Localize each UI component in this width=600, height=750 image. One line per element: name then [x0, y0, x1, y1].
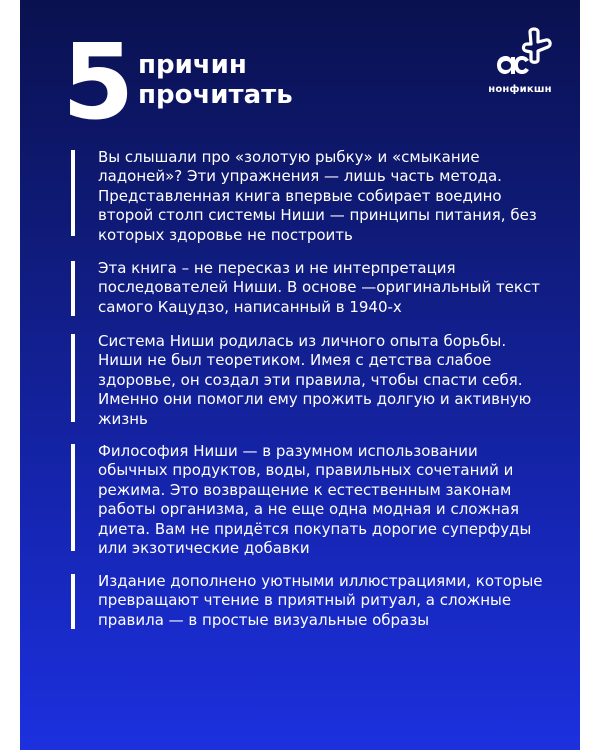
reason-text: Философия Ниши — в разумном использовании обычных продуктов, воды, правильных сочетаний и режима. Это возвращение к естественным законам работы организма, а не еще одна модная и сложная диета. Вам не придётся покупать дорогие суперфуды или экзотические добавки: [98, 442, 532, 558]
reason-text: Система Ниши родилась из личного опыта борьбы. Ниши не был теоретиком. Имея с детства слабое здоровье, он создал эти правила, чтобы спасти себя. Именно они помогли ему прожить долгую и активную жизнь: [98, 332, 532, 428]
title-line-1: причин: [138, 50, 247, 80]
ast-logo-icon: [480, 26, 560, 86]
reason-accent-bar: [71, 334, 75, 422]
reason-accent-bar: [71, 444, 75, 551]
reason-text: Эта книга – не пересказ и не интерпретация последователей Ниши. В основе —оригинальный текст самого Кацудзо, написанный в 1940-х: [98, 259, 540, 316]
promo-card: [20, 0, 580, 750]
title-line-2: прочитать: [138, 80, 293, 110]
publisher-logo: [480, 26, 560, 96]
page-title: [138, 50, 293, 110]
reason-text: Вы слышали про «золотую рыбку» и «смыкание ладоней»? Эти упражнения — лишь часть метода. Представленная книга впервые собирает воедино второй столп системы Ниши — принципы питания, без которых здоровье не построить: [98, 148, 537, 244]
reason-count-number: 5: [62, 21, 133, 143]
publisher-label: нонфикшн: [488, 84, 552, 95]
reason-accent-bar: [71, 150, 75, 236]
reason-accent-bar: [71, 261, 75, 316]
reason-text: Издание дополнено уютными иллюстрациями, которые превращают чтение в приятный ритуал, а сложные правила — в простые визуальные образы: [98, 572, 543, 629]
reason-accent-bar: [71, 574, 75, 629]
